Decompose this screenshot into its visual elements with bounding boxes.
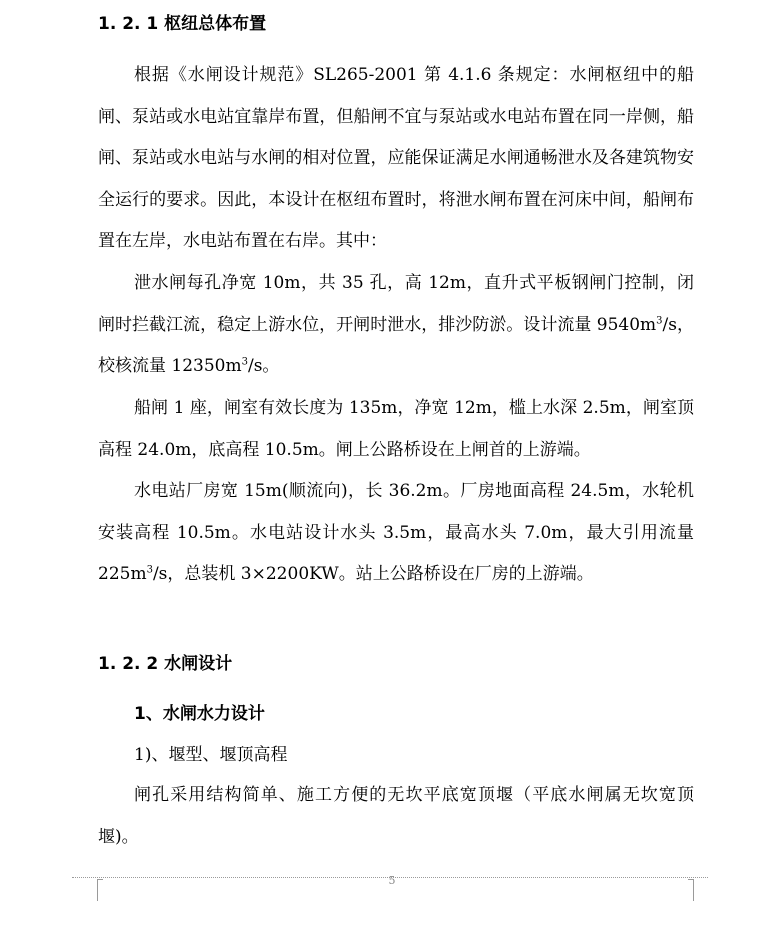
superscript-3: 3 (241, 356, 248, 368)
spillway-text-a: 泄水闸每孔净宽 10m，共 35 孔，高 12m，直升式平板钢闸门控制，闭闸时拦截江流，稳定上游水位，开闸时泄水，排沙防淤。设计流量 9540m (98, 273, 694, 335)
section-heading-1-2-2: 1. 2. 2 水闸设计 (98, 654, 233, 674)
hydropower-text-a: 水电站厂房宽 15m(顺流向)，长 36.2m。厂房地面高程 24.5m，水轮机安装高程 10.5m。水电站设计水头 3.5m，最高水头 7.0m，最大引用流量 225m (98, 481, 694, 584)
paragraph-layout-rule: 根据《水闸设计规范》SL265-2001 第 4.1.6 条规定：水闸枢纽中的船闸、泵站或水电站宜靠岸布置，但船闸不宜与泵站或水电站布置在同一岸侧，船闸、泵站或水电站与水闸的相对位置，应能保证满足水闸通畅泄水及各建筑物安全运行的要求。因此，本设计在枢纽布置时，将泄水闸布置在河床中间，船闸布置在左岸，水电站布置在右岸。其中： (98, 65, 694, 251)
spillway-text-b: /s，校核流量 12350m (98, 314, 694, 376)
margin-corner-left-top (97, 879, 103, 880)
hydropower-text-b: /s，总装机 3×2200KW。站上公路桥设在厂房的上游端。 (152, 564, 594, 584)
margin-corner-left (97, 879, 98, 901)
superscript-3: 3 (146, 564, 153, 576)
paragraph-weir: 闸孔采用结构简单、施工方便的无坎平底宽顶堰（平底水闸属无坎宽顶堰)。 (98, 785, 694, 847)
margin-corner-right-top (688, 879, 694, 880)
page-number: 5 (388, 874, 396, 887)
spillway-text-c: /s。 (247, 356, 280, 376)
paragraph-hydropower-station (98, 471, 694, 596)
sub-heading-hydraulic-design: 1、水闸水力设计 (134, 704, 265, 724)
paragraph-ship-lock: 船闸 1 座，闸室有效长度为 135m，净宽 12m，槛上水深 2.5m，闸室顶高程 24.0m，底高程 10.5m。闸上公路桥设在上闸首的上游端。 (98, 398, 694, 460)
item-heading-weir-type: 1)、堰型、堰顶高程 (134, 745, 288, 765)
margin-corner-right (693, 879, 694, 901)
paragraph-spillway (98, 263, 694, 388)
superscript-3: 3 (656, 314, 663, 326)
section-heading-1-2-1: 1. 2. 1 枢纽总体布置 (98, 14, 267, 34)
